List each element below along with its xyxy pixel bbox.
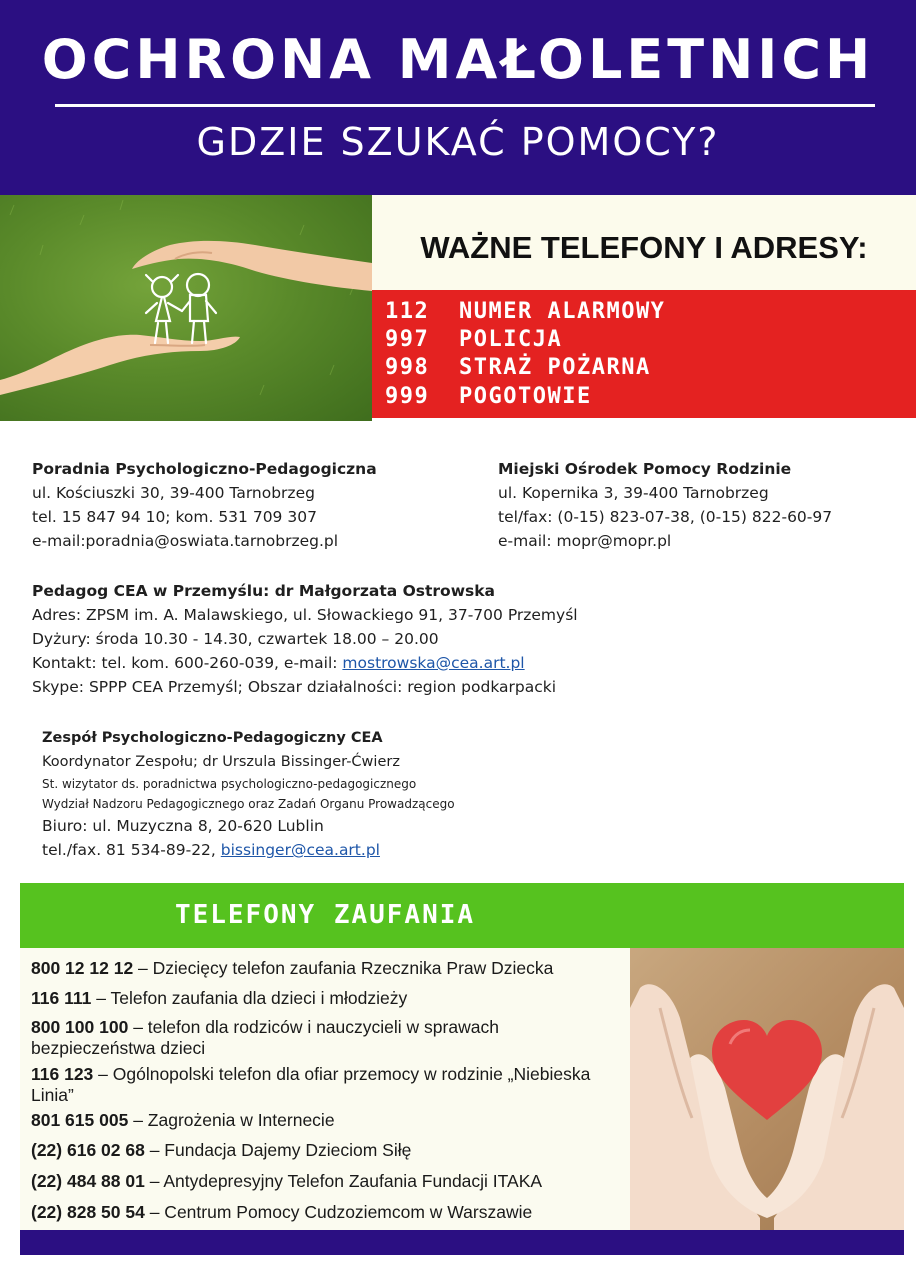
email-link[interactable]: mostrowska@cea.art.pl <box>342 654 525 672</box>
trust-number[interactable]: (22) 484 88 01 <box>31 1171 145 1191</box>
footer-bar <box>20 1230 904 1255</box>
trust-description: – Zagrożenia w Internecie <box>128 1110 335 1130</box>
trust-number[interactable]: 801 615 005 <box>31 1110 129 1130</box>
trust-description: – Antydepresyjny Telefon Zaufania Fundacji ITAKA <box>144 1171 543 1191</box>
trust-description: – Dziecięcy telefon zaufania Rzecznika Praw Dziecka <box>133 958 554 978</box>
contact-name: Zespół Psychologiczno-Pedagogiczny CEA <box>42 730 383 746</box>
emergency-number[interactable]: 998 <box>385 355 430 380</box>
contact-poradnia <box>32 457 377 553</box>
heart-in-hands-illustration <box>630 948 904 1230</box>
contact-name: Miejski Ośrodek Pomocy Rodzinie <box>498 460 792 478</box>
emergency-number[interactable]: 112 <box>385 299 430 324</box>
contact-address: ul. Kopernika 3, 39-400 Tarnobrzeg <box>498 484 769 502</box>
hands-children-photo <box>0 195 372 421</box>
emergency-label: NUMER ALARMOWY <box>459 299 666 324</box>
emergency-number[interactable]: 999 <box>385 384 430 409</box>
contact-skype: Skype: SPPP CEA Przemyśl; Obszar działalności: region podkarpacki <box>32 678 557 696</box>
emergency-row <box>385 355 651 383</box>
emergency-label: POLICJA <box>459 327 563 352</box>
contact-phone: tel/fax: (0-15) 823-07-38, (0-15) 822-60-97 <box>498 508 833 526</box>
important-phones-heading: WAŻNE TELEFONY I ADRESY: <box>420 230 868 265</box>
trust-item <box>31 1202 626 1223</box>
emergency-number[interactable]: 997 <box>385 327 430 352</box>
contact-mopr <box>498 457 832 553</box>
hands-children-illustration <box>0 195 372 421</box>
contact-role: St. wizytator ds. poradnictwa psychologiczno-pedagogicznego <box>42 777 417 791</box>
trust-item <box>31 1017 626 1059</box>
contact-pedagog <box>32 579 578 699</box>
contact-address: ul. Kościuszki 30, 39-400 Tarnobrzeg <box>32 484 315 502</box>
trust-number[interactable]: (22) 616 02 68 <box>31 1140 145 1160</box>
page-title: OCHRONA MAŁOLETNICH <box>41 28 875 91</box>
trust-description: – Ogólnopolski telefon dla ofiar przemocy w rodzinie „Niebieska Linia” <box>31 1064 591 1105</box>
contact-address: Adres: ZPSM im. A. Malawskiego, ul. Słowackiego 91, 37-700 Przemyśl <box>32 606 578 624</box>
trust-description: – Fundacja Dajemy Dzieciom Siłę <box>144 1140 412 1160</box>
contact-phone: tel. 15 847 94 10; kom. 531 709 307 <box>32 508 317 526</box>
contact-zespol <box>42 726 455 862</box>
contact-hours: Dyżury: środa 10.30 - 14.30, czwartek 18.00 – 20.00 <box>32 630 439 648</box>
trust-description: – Centrum Pomocy Cudzoziemcom w Warszawie <box>144 1202 533 1222</box>
trust-description: – telefon dla rodziców i nauczycieli w sprawach bezpieczeństwa dzieci <box>31 1017 499 1058</box>
trust-item <box>31 958 626 979</box>
contact-office: Biuro: ul. Muzyczna 8, 20-620 Lublin <box>42 817 324 835</box>
emergency-label: STRAŻ POŻARNA <box>459 355 651 380</box>
trust-item <box>31 1171 626 1192</box>
contact-coordinator: Koordynator Zespołu; dr Urszula Bissinger-Ćwierz <box>42 754 400 770</box>
header-divider <box>55 104 875 107</box>
contact-details <box>32 651 578 675</box>
trust-item <box>31 1064 626 1106</box>
contact-name: Pedagog CEA w Przemyślu: dr Małgorzata Ostrowska <box>32 582 496 600</box>
emergency-label: POGOTOWIE <box>459 384 592 409</box>
trust-item <box>31 1140 626 1161</box>
trust-phones-heading: TELEFONY ZAUFANIA <box>174 900 476 930</box>
trust-number[interactable]: (22) 828 50 54 <box>31 1202 145 1222</box>
trust-number[interactable]: 800 12 12 12 <box>31 958 134 978</box>
contact-details <box>42 838 455 862</box>
page-subtitle: GDZIE SZUKAĆ POMOCY? <box>196 120 720 164</box>
trust-item <box>31 1110 626 1131</box>
trust-item <box>31 988 626 1009</box>
contact-department: Wydział Nadzoru Pedagogicznego oraz Zadań Organu Prowadzącego <box>42 797 455 811</box>
trust-number[interactable]: 116 111 <box>31 988 92 1008</box>
trust-number[interactable]: 116 123 <box>31 1064 94 1084</box>
emergency-row <box>385 299 665 327</box>
contact-email: e-mail:poradnia@oswiata.tarnobrzeg.pl <box>32 532 339 550</box>
trust-number[interactable]: 800 100 100 <box>31 1017 129 1037</box>
contact-phone: Kontakt: tel. kom. 600-260-039, e-mail: <box>32 654 343 672</box>
email-link[interactable]: bissinger@cea.art.pl <box>220 841 380 859</box>
hands-heart-photo <box>630 948 904 1230</box>
emergency-row <box>385 327 562 355</box>
emergency-row <box>385 384 592 412</box>
contact-phone: tel./fax. 81 534-89-22, <box>42 841 221 859</box>
trust-description: – Telefon zaufania dla dzieci i młodzieży <box>91 988 408 1008</box>
contact-name: Poradnia Psychologiczno-Pedagogiczna <box>32 460 377 478</box>
contact-email: e-mail: mopr@mopr.pl <box>498 532 672 550</box>
